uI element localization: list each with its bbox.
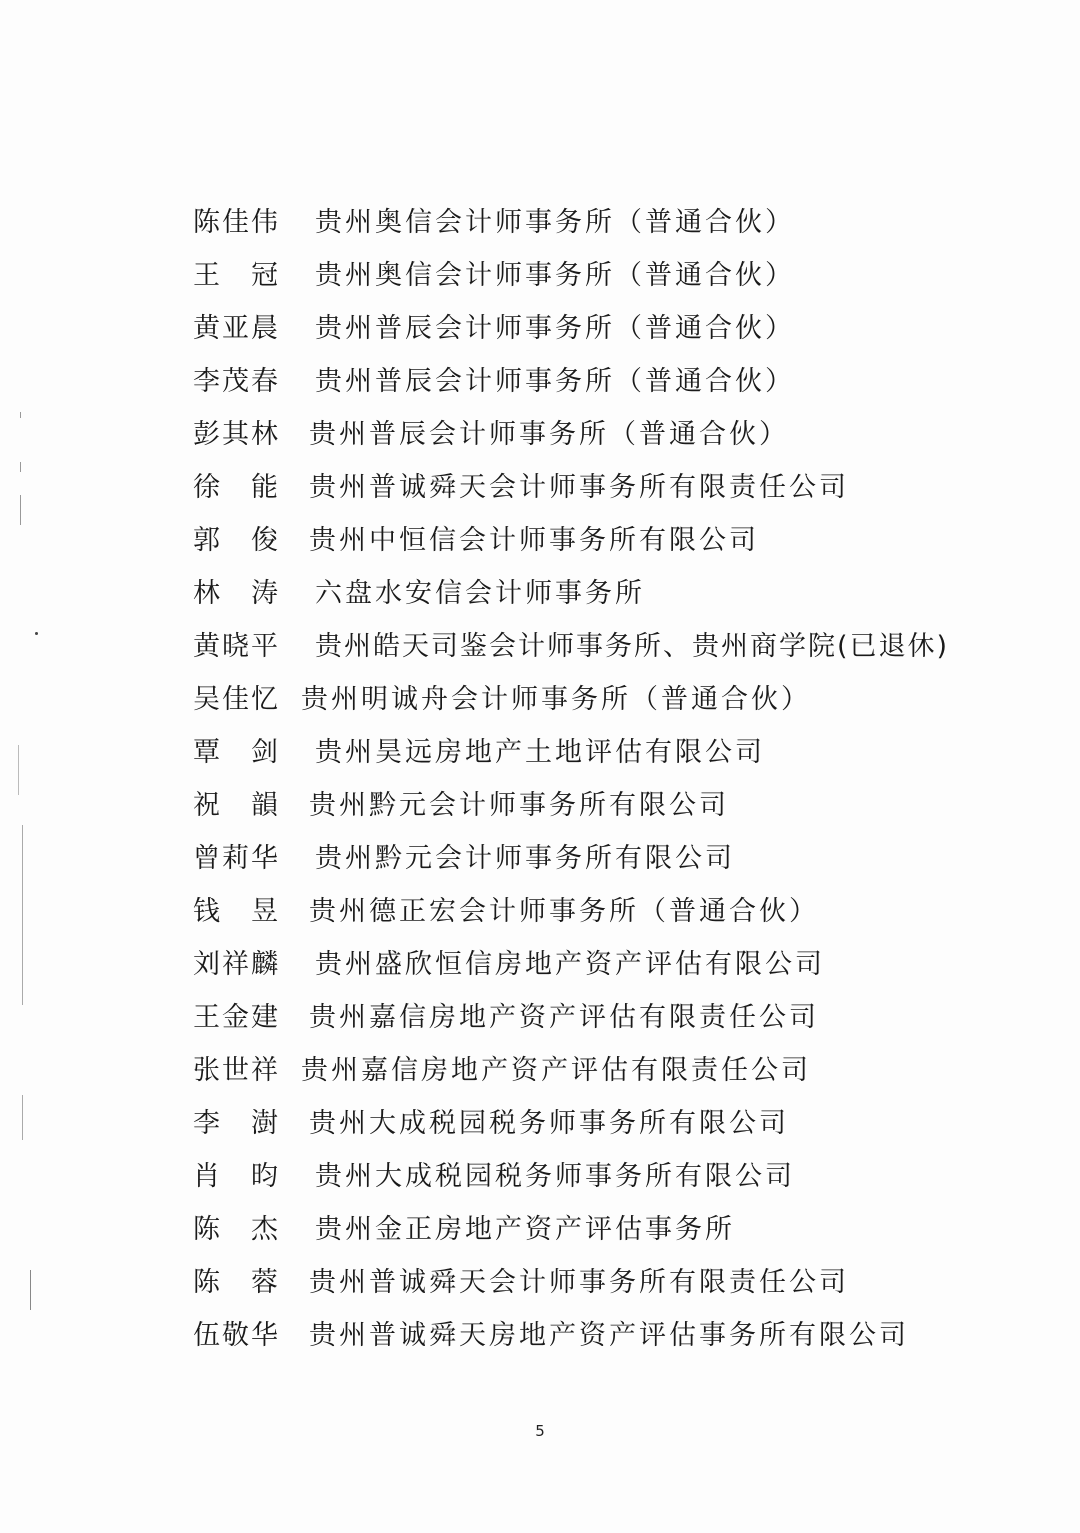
member-organization: 贵州盛欣恒信房地产资产评估有限公司 (315, 949, 825, 980)
member-organization: 贵州德正宏会计师事务所（普通合伙） (309, 896, 819, 927)
member-organization: 贵州皓天司鉴会计师事务所、贵州商学院(已退休) (315, 631, 950, 662)
member-organization: 贵州普辰会计师事务所（普通合伙） (309, 419, 789, 450)
member-organization: 贵州奥信会计师事务所（普通合伙） (315, 260, 795, 291)
member-organization: 贵州普辰会计师事务所（普通合伙） (315, 313, 795, 344)
member-name: 曾莉华 (193, 843, 280, 874)
member-organization: 贵州金正房地产资产评估事务所 (315, 1214, 735, 1245)
list-item (0, 1157, 1080, 1197)
member-name: 徐 能 (193, 472, 280, 503)
list-item (0, 786, 1080, 826)
member-name: 吴佳忆 (193, 684, 280, 715)
list-item (0, 998, 1080, 1038)
member-organization: 贵州嘉信房地产资产评估有限责任公司 (309, 1002, 819, 1033)
member-organization: 贵州嘉信房地产资产评估有限责任公司 (301, 1055, 811, 1086)
member-name: 李茂春 (193, 366, 280, 397)
member-name: 林 涛 (193, 578, 280, 609)
member-name: 钱 昱 (193, 896, 280, 927)
member-organization: 贵州中恒信会计师事务所有限公司 (309, 525, 759, 556)
member-organization: 贵州大成税园税务师事务所有限公司 (315, 1161, 795, 1192)
member-organization: 贵州普诚舜天房地产资产评估事务所有限公司 (309, 1320, 909, 1351)
list-item (0, 892, 1080, 932)
list-item (0, 839, 1080, 879)
member-organization: 贵州大成税园税务师事务所有限公司 (309, 1108, 789, 1139)
list-item (0, 256, 1080, 296)
list-item (0, 309, 1080, 349)
member-name: 黄亚晨 (193, 313, 280, 344)
member-name: 彭其林 (193, 419, 280, 450)
member-name: 陈 杰 (193, 1214, 280, 1245)
list-item (0, 945, 1080, 985)
member-organization: 贵州普辰会计师事务所（普通合伙） (315, 366, 795, 397)
member-name: 伍敬华 (193, 1320, 280, 1351)
page-number: 5 (535, 1422, 545, 1440)
list-item (0, 203, 1080, 243)
list-item (0, 521, 1080, 561)
member-name: 张世祥 (193, 1055, 280, 1086)
member-organization: 贵州黔元会计师事务所有限公司 (315, 843, 735, 874)
member-organization: 六盘水安信会计师事务所 (315, 578, 645, 609)
member-name: 郭 俊 (193, 525, 280, 556)
list-item (0, 1210, 1080, 1250)
member-organization: 贵州普诚舜天会计师事务所有限责任公司 (309, 1267, 849, 1298)
member-name: 王金建 (193, 1002, 280, 1033)
member-name: 王 冠 (193, 260, 280, 291)
list-item (0, 1316, 1080, 1356)
member-name: 覃 剑 (193, 737, 280, 768)
member-name: 黄晓平 (193, 631, 280, 662)
list-item (0, 1263, 1080, 1303)
member-organization: 贵州普诚舜天会计师事务所有限责任公司 (309, 472, 849, 503)
member-name: 肖 昀 (193, 1161, 280, 1192)
member-name: 刘祥麟 (193, 949, 280, 980)
list-item (0, 574, 1080, 614)
member-name: 祝 韻 (193, 790, 280, 821)
list-item (0, 468, 1080, 508)
list-item (0, 627, 1080, 667)
list-item (0, 680, 1080, 720)
member-organization: 贵州黔元会计师事务所有限公司 (309, 790, 729, 821)
member-name: 陈 蓉 (193, 1267, 280, 1298)
member-organization: 贵州奥信会计师事务所（普通合伙） (315, 207, 795, 238)
list-item (0, 362, 1080, 402)
member-organization: 贵州昊远房地产土地评估有限公司 (315, 737, 765, 768)
member-name: 李 澍 (193, 1108, 280, 1139)
list-item (0, 733, 1080, 773)
list-item (0, 415, 1080, 455)
member-organization: 贵州明诚舟会计师事务所（普通合伙） (301, 684, 811, 715)
list-item (0, 1104, 1080, 1144)
member-name: 陈佳伟 (193, 207, 280, 238)
list-item (0, 1051, 1080, 1091)
